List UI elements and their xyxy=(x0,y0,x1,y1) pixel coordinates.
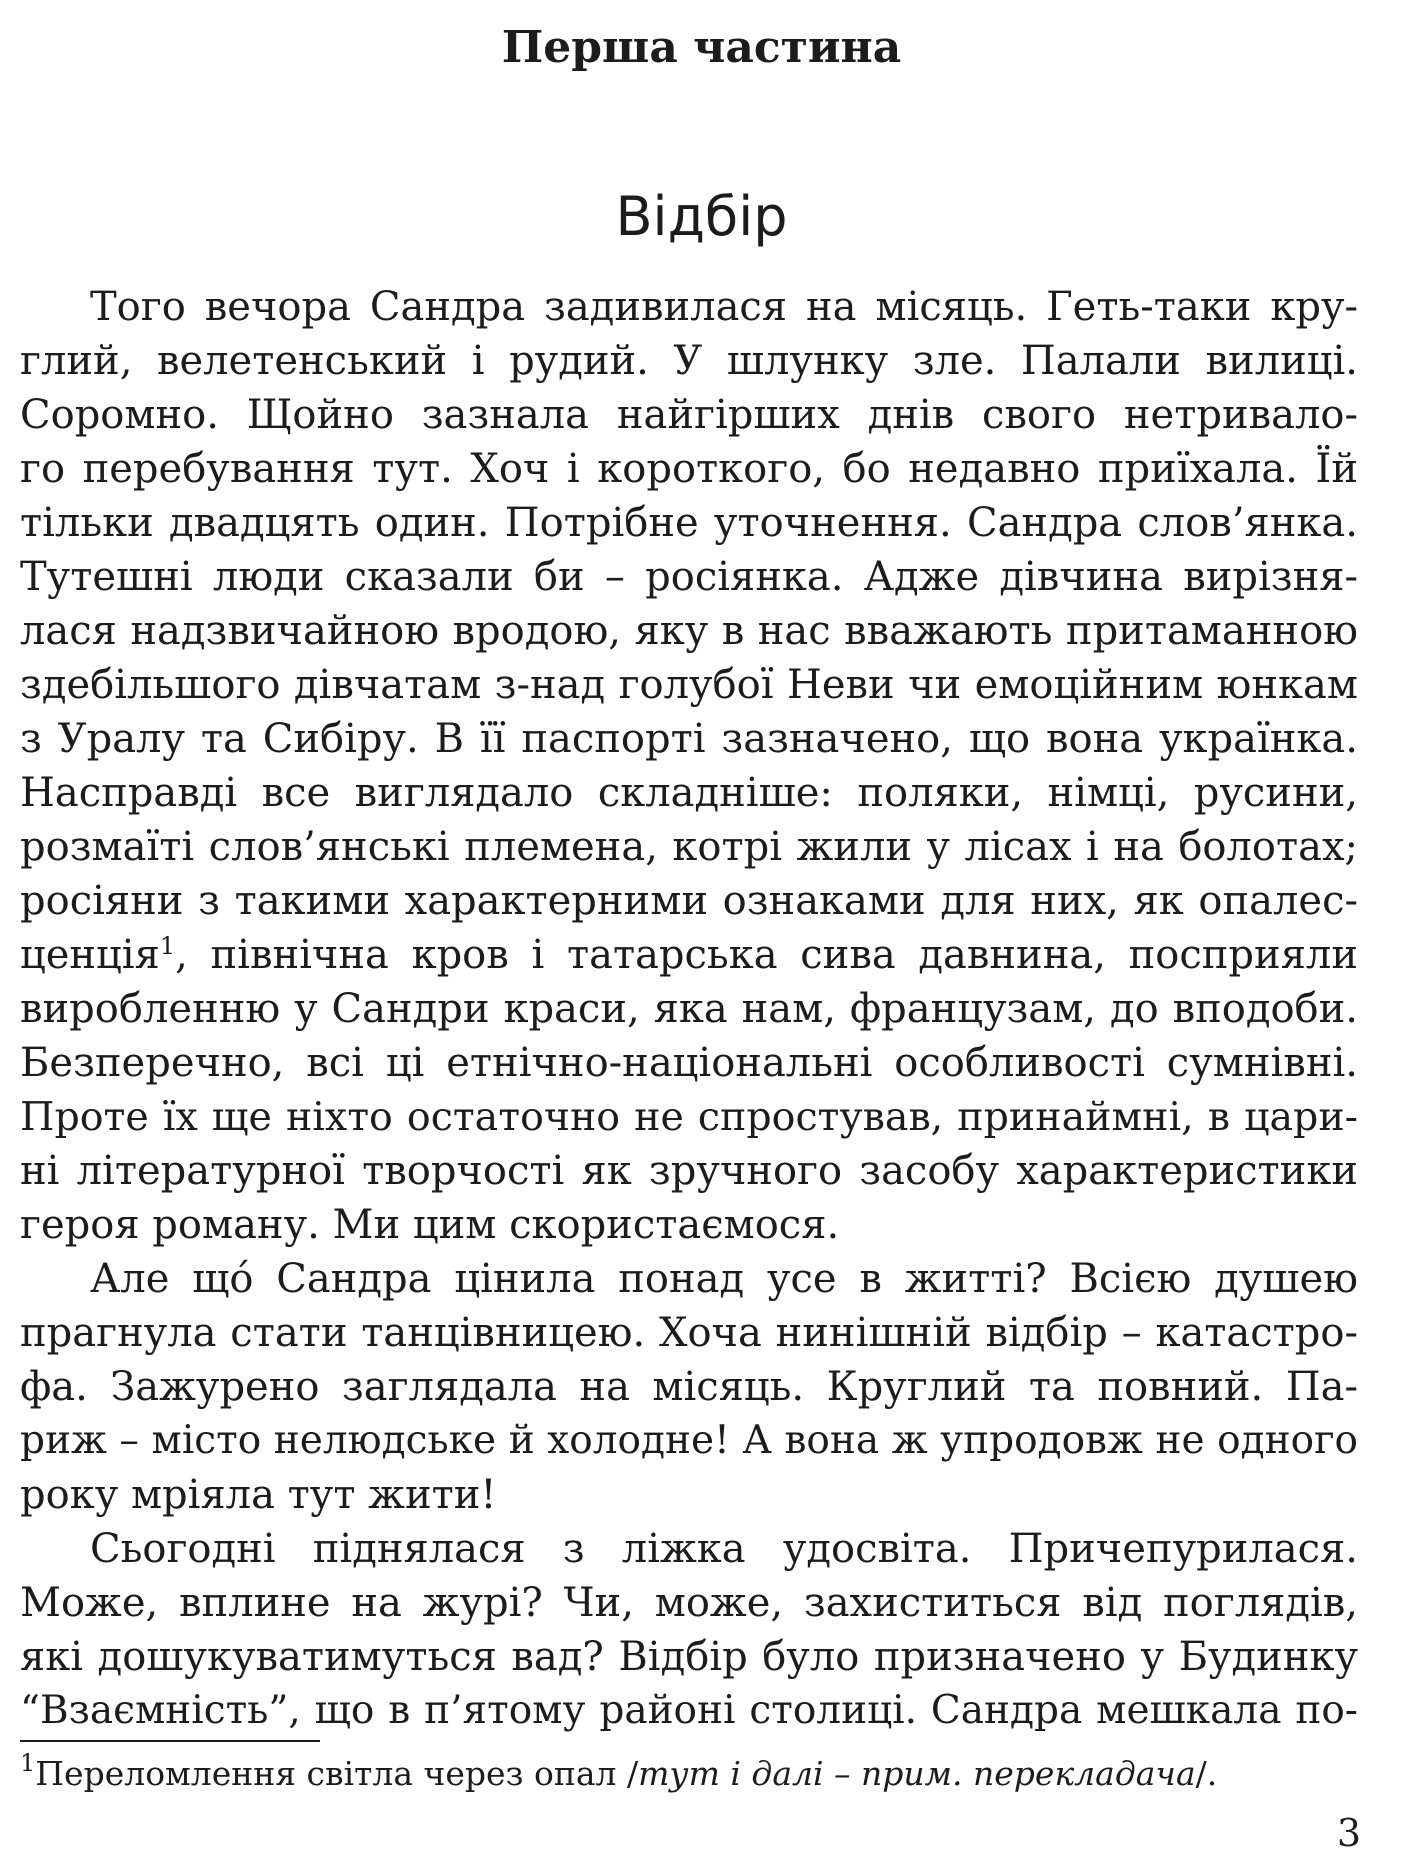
text-line: героя роману. Ми цим скористаємося. xyxy=(20,1202,840,1248)
text-line: Безперечно, всі ці етнічно-національні особливості сумнівні. xyxy=(20,1040,1358,1086)
text-line: Насправді все виглядало складніше: поляки, німці, русини, xyxy=(20,770,1358,816)
text-line: року мріяла тут жити! xyxy=(20,1472,497,1518)
text-fragment: ценція xyxy=(20,932,160,978)
footnote-divider xyxy=(20,1740,320,1742)
text-line: ні літературної творчості як зручного засобу характеристики xyxy=(20,1148,1358,1194)
text-line: Тутешні люди сказали би – росіянка. Адже дівчина вирізня- xyxy=(20,554,1358,600)
text-line: росіяни з такими характерними ознаками для них, як опалес- xyxy=(20,878,1358,924)
text-line: риж – місто нелюдське й холодне! А вона ж упродовж не одного xyxy=(20,1418,1358,1463)
text-line: здебільшого дівчатам з-над голубої Неви чи емоційним юнкам xyxy=(20,662,1358,708)
body-text xyxy=(20,280,1358,1738)
text-line: фа. Зажурено заглядала на місяць. Круглий та повний. Па- xyxy=(20,1364,1358,1410)
text-line-with-footnote xyxy=(20,928,1358,982)
page-number: 3 xyxy=(1336,1811,1361,1855)
chapter-title: Відбір xyxy=(615,185,788,248)
footnote-italic-text: тут і далі – прим. перекладача xyxy=(638,1754,1196,1793)
footnote-marker: 1 xyxy=(20,1749,36,1777)
text-line: розмаїті слов’янські племена, котрі жили у лісах і на болотах; xyxy=(20,824,1358,870)
footnote xyxy=(20,1749,1358,1796)
text-line: го перебування тут. Хоч і короткого, бо недавно приїхала. Їй xyxy=(20,446,1358,492)
footnote-end: /. xyxy=(1195,1754,1218,1793)
text-line: Соромно. Щойно зазнала найгірших днів свого нетривало- xyxy=(20,392,1358,438)
text-fragment: , північна кров і татарська сива давнина, посприяли xyxy=(175,932,1358,978)
text-line: прагнула стати танцівницею. Хоча нинішній відбір – катастро- xyxy=(20,1310,1358,1356)
footnote-text: Переломлення світла через опал / xyxy=(35,1754,639,1793)
text-line: Але щó Сандра цінила понад усе в житті? Всією душею xyxy=(90,1256,1358,1302)
text-line: тільки двадцять один. Потрібне уточнення. Сандра слов’янка. xyxy=(20,500,1358,546)
text-line: з Уралу та Сибіру. В її паспорті зазначено, що вона українка. xyxy=(20,716,1358,762)
text-line: які дошукуватимуться вад? Відбір було призначено у Будинку xyxy=(20,1634,1358,1680)
text-line: Проте їх ще ніхто остаточно не спростував, принаймні, в цари- xyxy=(20,1094,1358,1140)
text-line: лася надзвичайною вродою, яку в нас вважають притаманною xyxy=(20,608,1358,654)
text-line: Сьогодні піднялася з ліжка удосвіта. Причепурилася. xyxy=(90,1526,1358,1572)
text-line: глий, велетенський і рудий. У шлунку зле. Палали вилиці. xyxy=(20,338,1358,384)
part-title: Перша частина xyxy=(501,22,902,73)
footnote-reference: 1 xyxy=(159,932,176,960)
text-line: “Взаємність”, що в п’ятому районі столиці. Сандра мешкала по- xyxy=(20,1688,1358,1733)
text-line: виробленню у Сандри краси, яка нам, французам, до вподоби. xyxy=(20,986,1358,1032)
text-line: Може, вплине на журі? Чи, може, захиститься від поглядів, xyxy=(20,1580,1358,1626)
text-line: Того вечора Сандра задивилася на місяць. Геть-таки кру- xyxy=(90,284,1358,330)
